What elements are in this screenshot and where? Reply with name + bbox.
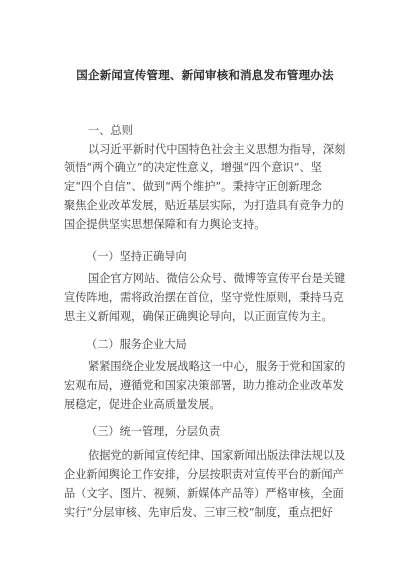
paragraph-line: 依据党的新闻宣传纪律、国家新闻出版法律法规以及 (88, 449, 346, 462)
paragraph-line: 企业新闻舆论工作安排，分层按职责对宣传平台的新闻产 (64, 468, 344, 481)
document-title: 国企新闻宣传管理、新闻审核和消息发布管理办法 (76, 68, 334, 82)
paragraph-line: 领悟“两个确立”的决定性意义，增强“四个意识”、坚 (64, 161, 322, 174)
section-heading-general: 一、总则 (88, 124, 133, 137)
paragraph-line: 实行“分层审核、先审后发、三审三校”制度，重点把好 (64, 506, 333, 519)
paragraph-line: 紧紧围绕企业发展战略这一中心，服务于党和国家的 (88, 360, 346, 373)
paragraph-line: 思主义新闻观，确保正确舆论导向，以正面宣传为主。 (64, 310, 333, 323)
paragraph-line: 定“四个自信”、做到“两个维护”。秉持守正创新理念 (64, 180, 322, 193)
paragraph-line: 展稳定，促进企业高质量发展。 (64, 398, 221, 411)
paragraph-line: 以习近平新时代中国特色社会主义思想为指导，深刻 (88, 143, 346, 156)
paragraph-line: 国企官方网站、微信公众号、微博等宣传平台是关键 (88, 272, 346, 285)
subsection-heading: （二）服务企业大局 (86, 338, 187, 351)
paragraph-line: 聚焦企业改革发展，贴近基层实际，为打造具有竞争力的 (64, 199, 344, 212)
paragraph-line: 国企提供坚实思想保障和有力舆论支持。 (64, 218, 266, 231)
subsection-heading: （一）坚持正确导向 (86, 250, 187, 263)
paragraph-line: 宏观布局，遵循党和国家决策部署，助力推动企业改革发 (64, 379, 344, 392)
subsection-heading: （三）统一管理，分层负责 (86, 425, 221, 438)
paragraph-line: 品（文字、图片、视频、新媒体产品等）严格审核，全面 (64, 487, 344, 500)
paragraph-line: 宣传阵地，需将政治摆在首位，坚守党性原则，秉持马克 (64, 291, 344, 304)
